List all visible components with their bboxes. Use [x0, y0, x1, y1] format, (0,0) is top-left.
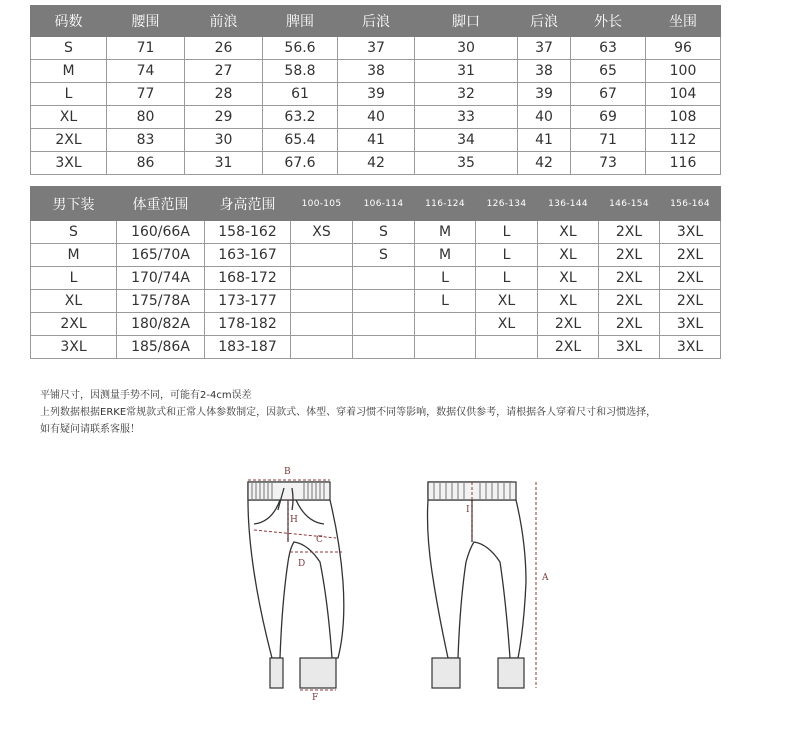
table-cell: 41 — [518, 129, 571, 152]
header-cell: 后浪 — [518, 6, 571, 37]
table-cell: 2XL — [599, 267, 660, 290]
table-row — [31, 290, 721, 313]
table-cell — [291, 290, 353, 313]
pants-measurement-diagram — [220, 462, 580, 702]
header-cell: 体重范围 — [117, 187, 205, 221]
table-cell: L — [415, 267, 476, 290]
header-cell: 后浪 — [338, 6, 415, 37]
table-cell: 38 — [518, 60, 571, 83]
table-cell: 37 — [338, 37, 415, 60]
table-cell: M — [31, 60, 107, 83]
header-cell: 腰围 — [107, 6, 185, 37]
table-cell — [353, 290, 415, 313]
table-cell: 69 — [571, 106, 646, 129]
table-row — [31, 244, 721, 267]
table-cell: XL — [538, 267, 599, 290]
table-cell — [353, 313, 415, 336]
table-cell: 158-162 — [205, 221, 291, 244]
table-cell: 112 — [646, 129, 721, 152]
table-cell: 2XL — [599, 313, 660, 336]
table-cell — [291, 267, 353, 290]
table-cell: 175/78A — [117, 290, 205, 313]
table-cell: 28 — [185, 83, 263, 106]
header-cell: 脚口 — [415, 6, 518, 37]
table-cell — [415, 313, 476, 336]
note-line: 如有疑问请联系客服！ — [40, 424, 140, 435]
table-cell: 180/82A — [117, 313, 205, 336]
front-cuffs — [270, 658, 336, 688]
front-pants-outline — [248, 482, 344, 658]
table-cell: 86 — [107, 152, 185, 175]
header-cell: 前浪 — [185, 6, 263, 37]
front-waistband — [248, 482, 330, 500]
table-cell: 63 — [571, 37, 646, 60]
table-cell: 2XL — [31, 313, 117, 336]
table-cell: 165/70A — [117, 244, 205, 267]
table-cell: XL — [31, 106, 107, 129]
label-a: A — [542, 573, 549, 583]
table-cell: L — [476, 267, 538, 290]
size-notes — [40, 387, 656, 438]
header-cell: 脾围 — [263, 6, 338, 37]
table-cell: S — [31, 37, 107, 60]
header-cell: 106-114 — [353, 187, 415, 221]
table-cell: 2XL — [538, 336, 599, 359]
table-cell: 26 — [185, 37, 263, 60]
table-cell: 67.6 — [263, 152, 338, 175]
table-row — [31, 37, 721, 60]
table-cell — [291, 244, 353, 267]
label-f: F — [312, 693, 319, 702]
table-cell: 73 — [571, 152, 646, 175]
table-cell: 30 — [415, 37, 518, 60]
table-cell: 77 — [107, 83, 185, 106]
header-cell: 116-124 — [415, 187, 476, 221]
header-cell: 156-164 — [660, 187, 721, 221]
table-cell: 71 — [571, 129, 646, 152]
header-cell: 身高范围 — [205, 187, 291, 221]
label-h: H — [290, 515, 298, 525]
table-cell: 173-177 — [205, 290, 291, 313]
table-cell: 74 — [107, 60, 185, 83]
table-cell: 2XL — [31, 129, 107, 152]
header-cell: 男下装 — [31, 187, 117, 221]
table-cell: 185/86A — [117, 336, 205, 359]
table-cell: 2XL — [599, 244, 660, 267]
table-cell: 2XL — [538, 313, 599, 336]
table-cell: 2XL — [660, 267, 721, 290]
table-cell: 116 — [646, 152, 721, 175]
table-cell: 3XL — [660, 313, 721, 336]
table-cell: 163-167 — [205, 244, 291, 267]
table-cell: 32 — [415, 83, 518, 106]
table-cell: 96 — [646, 37, 721, 60]
table-cell: 40 — [518, 106, 571, 129]
header-cell: 码数 — [31, 6, 107, 37]
table-cell: 30 — [185, 129, 263, 152]
table-cell: 71 — [107, 37, 185, 60]
table-row — [31, 267, 721, 290]
table-cell — [476, 336, 538, 359]
table-cell: 100 — [646, 60, 721, 83]
table-cell: 3XL — [660, 221, 721, 244]
table-cell: 108 — [646, 106, 721, 129]
label-d: D — [298, 559, 306, 569]
table-cell: XL — [538, 244, 599, 267]
table-cell: 63.2 — [263, 106, 338, 129]
table-cell: 27 — [185, 60, 263, 83]
table-cell: 42 — [338, 152, 415, 175]
table-cell: S — [353, 221, 415, 244]
table-cell: L — [476, 244, 538, 267]
header-cell: 126-134 — [476, 187, 538, 221]
table-cell: 58.8 — [263, 60, 338, 83]
table-row — [31, 336, 721, 359]
table-cell: 31 — [415, 60, 518, 83]
table-cell: 39 — [518, 83, 571, 106]
header-cell: 100-105 — [291, 187, 353, 221]
table-cell — [415, 336, 476, 359]
table-cell: XL — [31, 290, 117, 313]
label-b: B — [284, 467, 291, 477]
table-cell — [291, 313, 353, 336]
table-cell: M — [415, 244, 476, 267]
table-cell: 41 — [338, 129, 415, 152]
table-cell: XL — [538, 221, 599, 244]
size-table — [30, 5, 721, 175]
table-cell: 67 — [571, 83, 646, 106]
table-cell: M — [31, 244, 117, 267]
table-cell: 33 — [415, 106, 518, 129]
table-cell: 40 — [338, 106, 415, 129]
note-line: 上列数据根据ERKE常规款式和正常人体参数制定，因款式、体型、穿着习惯不同等影响，数据仅供参考，请根据各人穿着尺寸和习惯选择， — [40, 407, 657, 418]
table-cell: 160/66A — [117, 221, 205, 244]
table-cell: XL — [476, 290, 538, 313]
table-row — [31, 60, 721, 83]
table-cell: 170/74A — [117, 267, 205, 290]
label-i: I — [466, 505, 470, 515]
table-cell: L — [476, 221, 538, 244]
table-cell: 3XL — [660, 336, 721, 359]
table-row — [31, 152, 721, 175]
table-cell: 29 — [185, 106, 263, 129]
table-cell: S — [353, 244, 415, 267]
fit-table-header — [31, 187, 721, 221]
table-cell: 37 — [518, 37, 571, 60]
table-cell: 3XL — [31, 336, 117, 359]
table-cell: 61 — [263, 83, 338, 106]
table-row — [31, 106, 721, 129]
table-cell: 65 — [571, 60, 646, 83]
table-cell: L — [31, 267, 117, 290]
table-cell: L — [415, 290, 476, 313]
table-cell: 104 — [646, 83, 721, 106]
header-cell: 136-144 — [538, 187, 599, 221]
table-cell: XL — [476, 313, 538, 336]
table-cell: XS — [291, 221, 353, 244]
header-cell: 坐围 — [646, 6, 721, 37]
header-cell: 外长 — [571, 6, 646, 37]
table-cell: 2XL — [660, 244, 721, 267]
table-cell: 168-172 — [205, 267, 291, 290]
table-row — [31, 221, 721, 244]
table-cell: M — [415, 221, 476, 244]
fit-table — [30, 186, 721, 359]
table-row — [31, 313, 721, 336]
table-cell: 39 — [338, 83, 415, 106]
table-cell: 31 — [185, 152, 263, 175]
table-row — [31, 129, 721, 152]
back-cuffs — [432, 658, 524, 688]
table-cell: 80 — [107, 106, 185, 129]
table-cell: 3XL — [31, 152, 107, 175]
table-cell: 35 — [415, 152, 518, 175]
header-cell: 146-154 — [599, 187, 660, 221]
table-cell: 38 — [338, 60, 415, 83]
table-cell: 42 — [518, 152, 571, 175]
table-row — [31, 83, 721, 106]
table-cell — [291, 336, 353, 359]
size-table-header — [31, 6, 721, 37]
table-cell: 56.6 — [263, 37, 338, 60]
table-cell: 178-182 — [205, 313, 291, 336]
table-cell: 34 — [415, 129, 518, 152]
label-c: C — [316, 535, 323, 545]
table-cell: XL — [538, 290, 599, 313]
table-cell: 2XL — [660, 290, 721, 313]
table-cell: 183-187 — [205, 336, 291, 359]
table-cell: 3XL — [599, 336, 660, 359]
table-cell — [353, 267, 415, 290]
table-cell: 83 — [107, 129, 185, 152]
table-cell: 65.4 — [263, 129, 338, 152]
table-cell: S — [31, 221, 117, 244]
table-cell: 2XL — [599, 221, 660, 244]
table-cell — [353, 336, 415, 359]
back-pants-outline — [428, 482, 527, 658]
table-cell: 2XL — [599, 290, 660, 313]
note-line: 平铺尺寸，因测量手势不同，可能有2-4cm误差 — [40, 390, 252, 401]
table-cell: L — [31, 83, 107, 106]
